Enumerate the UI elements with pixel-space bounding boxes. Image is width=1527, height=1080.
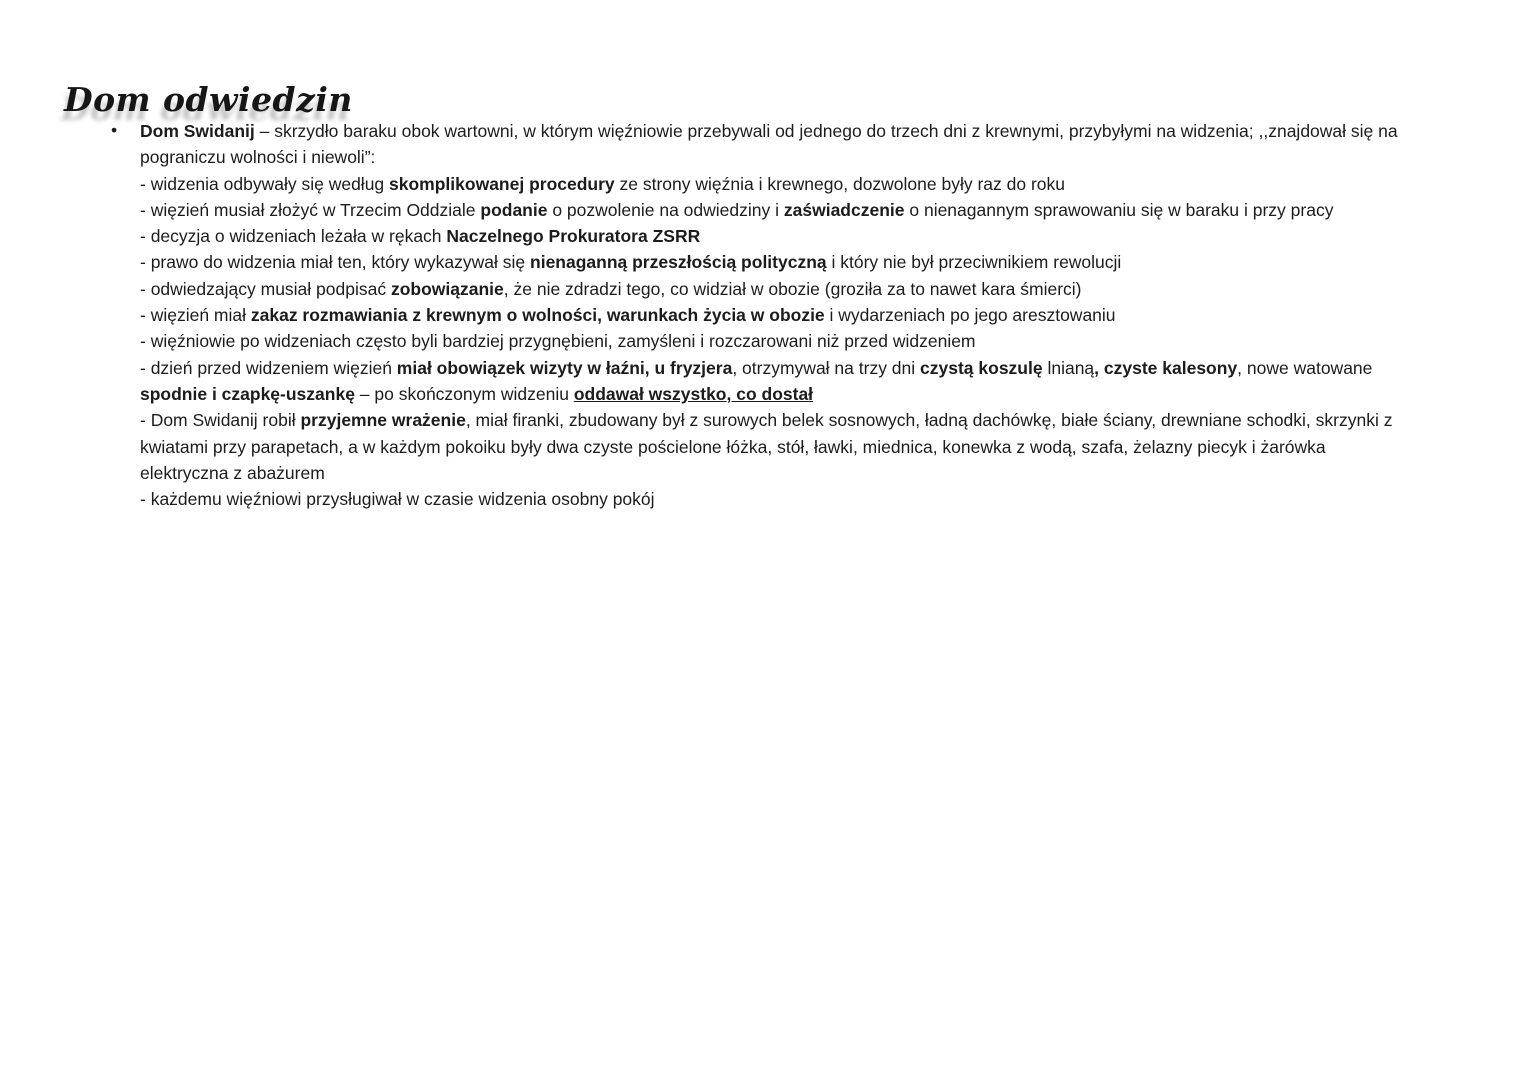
note-text: kwiatami przy parapetach, a w każdym pokoiku były dwa czyste pościelone łóżka, stół, ławki, miednica, konewka z wodą, szafa, żelazny piecyk i żarówka xyxy=(140,436,1326,457)
note-line xyxy=(140,197,1398,223)
note-line xyxy=(140,302,1398,328)
note-line xyxy=(140,276,1398,302)
note-line xyxy=(140,355,1398,381)
note-line xyxy=(140,118,1398,144)
note-text: ze strony więźnia i krewnego, dozwolone były raz do roku xyxy=(614,173,1066,194)
note-text: - odwiedzający musiał podpisać xyxy=(140,278,391,299)
note-text-bold: miał obowiązek wizyty w łaźni, u fryzjera xyxy=(396,357,733,378)
note-text-bold: czystą koszulę xyxy=(920,357,1043,378)
note-text-bold: zakaz rozmawiania z krewnym o wolności, warunkach życia w obozie xyxy=(250,305,825,326)
notes-bullet-item xyxy=(111,118,1398,512)
note-text: - Dom Swidanij robił xyxy=(140,410,301,431)
note-line xyxy=(140,328,1398,354)
note-line xyxy=(140,381,1398,407)
note-text-bold: spodnie i czapkę-uszankę xyxy=(140,383,355,404)
note-text: - więźniowie po widzeniach często byli bardziej przygnębieni, zamyśleni i rozczarowani niż przed widzeniem xyxy=(140,331,976,352)
note-text: - decyzja o widzeniach leżała w rękach xyxy=(140,226,447,247)
note-text: - więzień miał xyxy=(140,305,251,326)
note-line xyxy=(140,434,1398,460)
note-text-bold: skomplikowanej procedury xyxy=(389,173,615,194)
note-text: – skrzydło baraku obok wartowni, w którym więźniowie przebywali od jednego do trzech dni z krewnymi, przybyłymi na widzenia; ,,znajdował się na xyxy=(254,121,1398,141)
note-text: - widzenia odbywały się według xyxy=(140,173,390,194)
note-text-bold: nienaganną przeszłością polityczną xyxy=(530,252,827,273)
note-line xyxy=(140,171,1398,197)
note-line xyxy=(140,407,1398,433)
note-line xyxy=(140,486,1398,512)
note-text-bold: przyjemne wrażenie xyxy=(300,410,466,431)
note-text: i wydarzeniach po jego aresztowaniu xyxy=(824,305,1116,326)
note-text: - każdemu więźniowi przysługiwał w czasie widzenia osobny pokój xyxy=(140,489,655,510)
note-text: o nienagannym sprawowaniu się w baraku i przy pracy xyxy=(904,199,1334,220)
note-text: - dzień przed widzeniem więzień xyxy=(140,357,397,378)
note-text-bold: podanie xyxy=(480,199,548,220)
note-text: o pozwolenie na odwiedziny i xyxy=(547,199,784,220)
note-line xyxy=(140,144,1398,170)
note-text: , że nie zdradzi tego, co widział w obozie (groziła za to nawet kara śmierci) xyxy=(503,278,1082,299)
note-text: - więzień musiał złożyć w Trzecim Oddziale xyxy=(140,199,481,220)
note-text: pograniczu wolności i niewoli”: xyxy=(140,147,376,168)
note-line xyxy=(140,249,1398,275)
note-text-bold: zaświadczenie xyxy=(783,199,905,220)
note-text-bold: zobowiązanie xyxy=(390,278,504,299)
bullet-icon: • xyxy=(111,120,118,140)
note-text: elektryczna z abażurem xyxy=(140,462,325,483)
note-text: - prawo do widzenia miał ten, który wykazywał się xyxy=(140,252,531,273)
note-text: , nowe watowane xyxy=(1237,357,1373,378)
note-lines-container xyxy=(140,118,1398,512)
note-text-bold: oddawał wszystko, co dostał xyxy=(573,383,814,404)
note-text: – po skończonym widzeniu xyxy=(354,383,574,404)
note-text-bold: Dom Swidanij xyxy=(140,121,255,141)
note-text: , miał firanki, zbudowany był z surowych belek sosnowych, ładną dachówkę, białe ściany, drewniane schodki, skrzynki z xyxy=(465,410,1393,431)
note-line xyxy=(140,460,1398,486)
note-text: i który nie był przeciwnikiem rewolucji xyxy=(826,252,1122,273)
note-text-bold: , czyste kalesony xyxy=(1094,357,1238,378)
note-text-bold: Naczelnego Prokuratora ZSRR xyxy=(446,226,701,247)
note-line xyxy=(140,223,1398,249)
note-text: lnianą xyxy=(1042,357,1095,378)
note-text: , otrzymywał na trzy dni xyxy=(732,357,921,378)
page-title: Dom odwiedzin xyxy=(64,80,353,120)
